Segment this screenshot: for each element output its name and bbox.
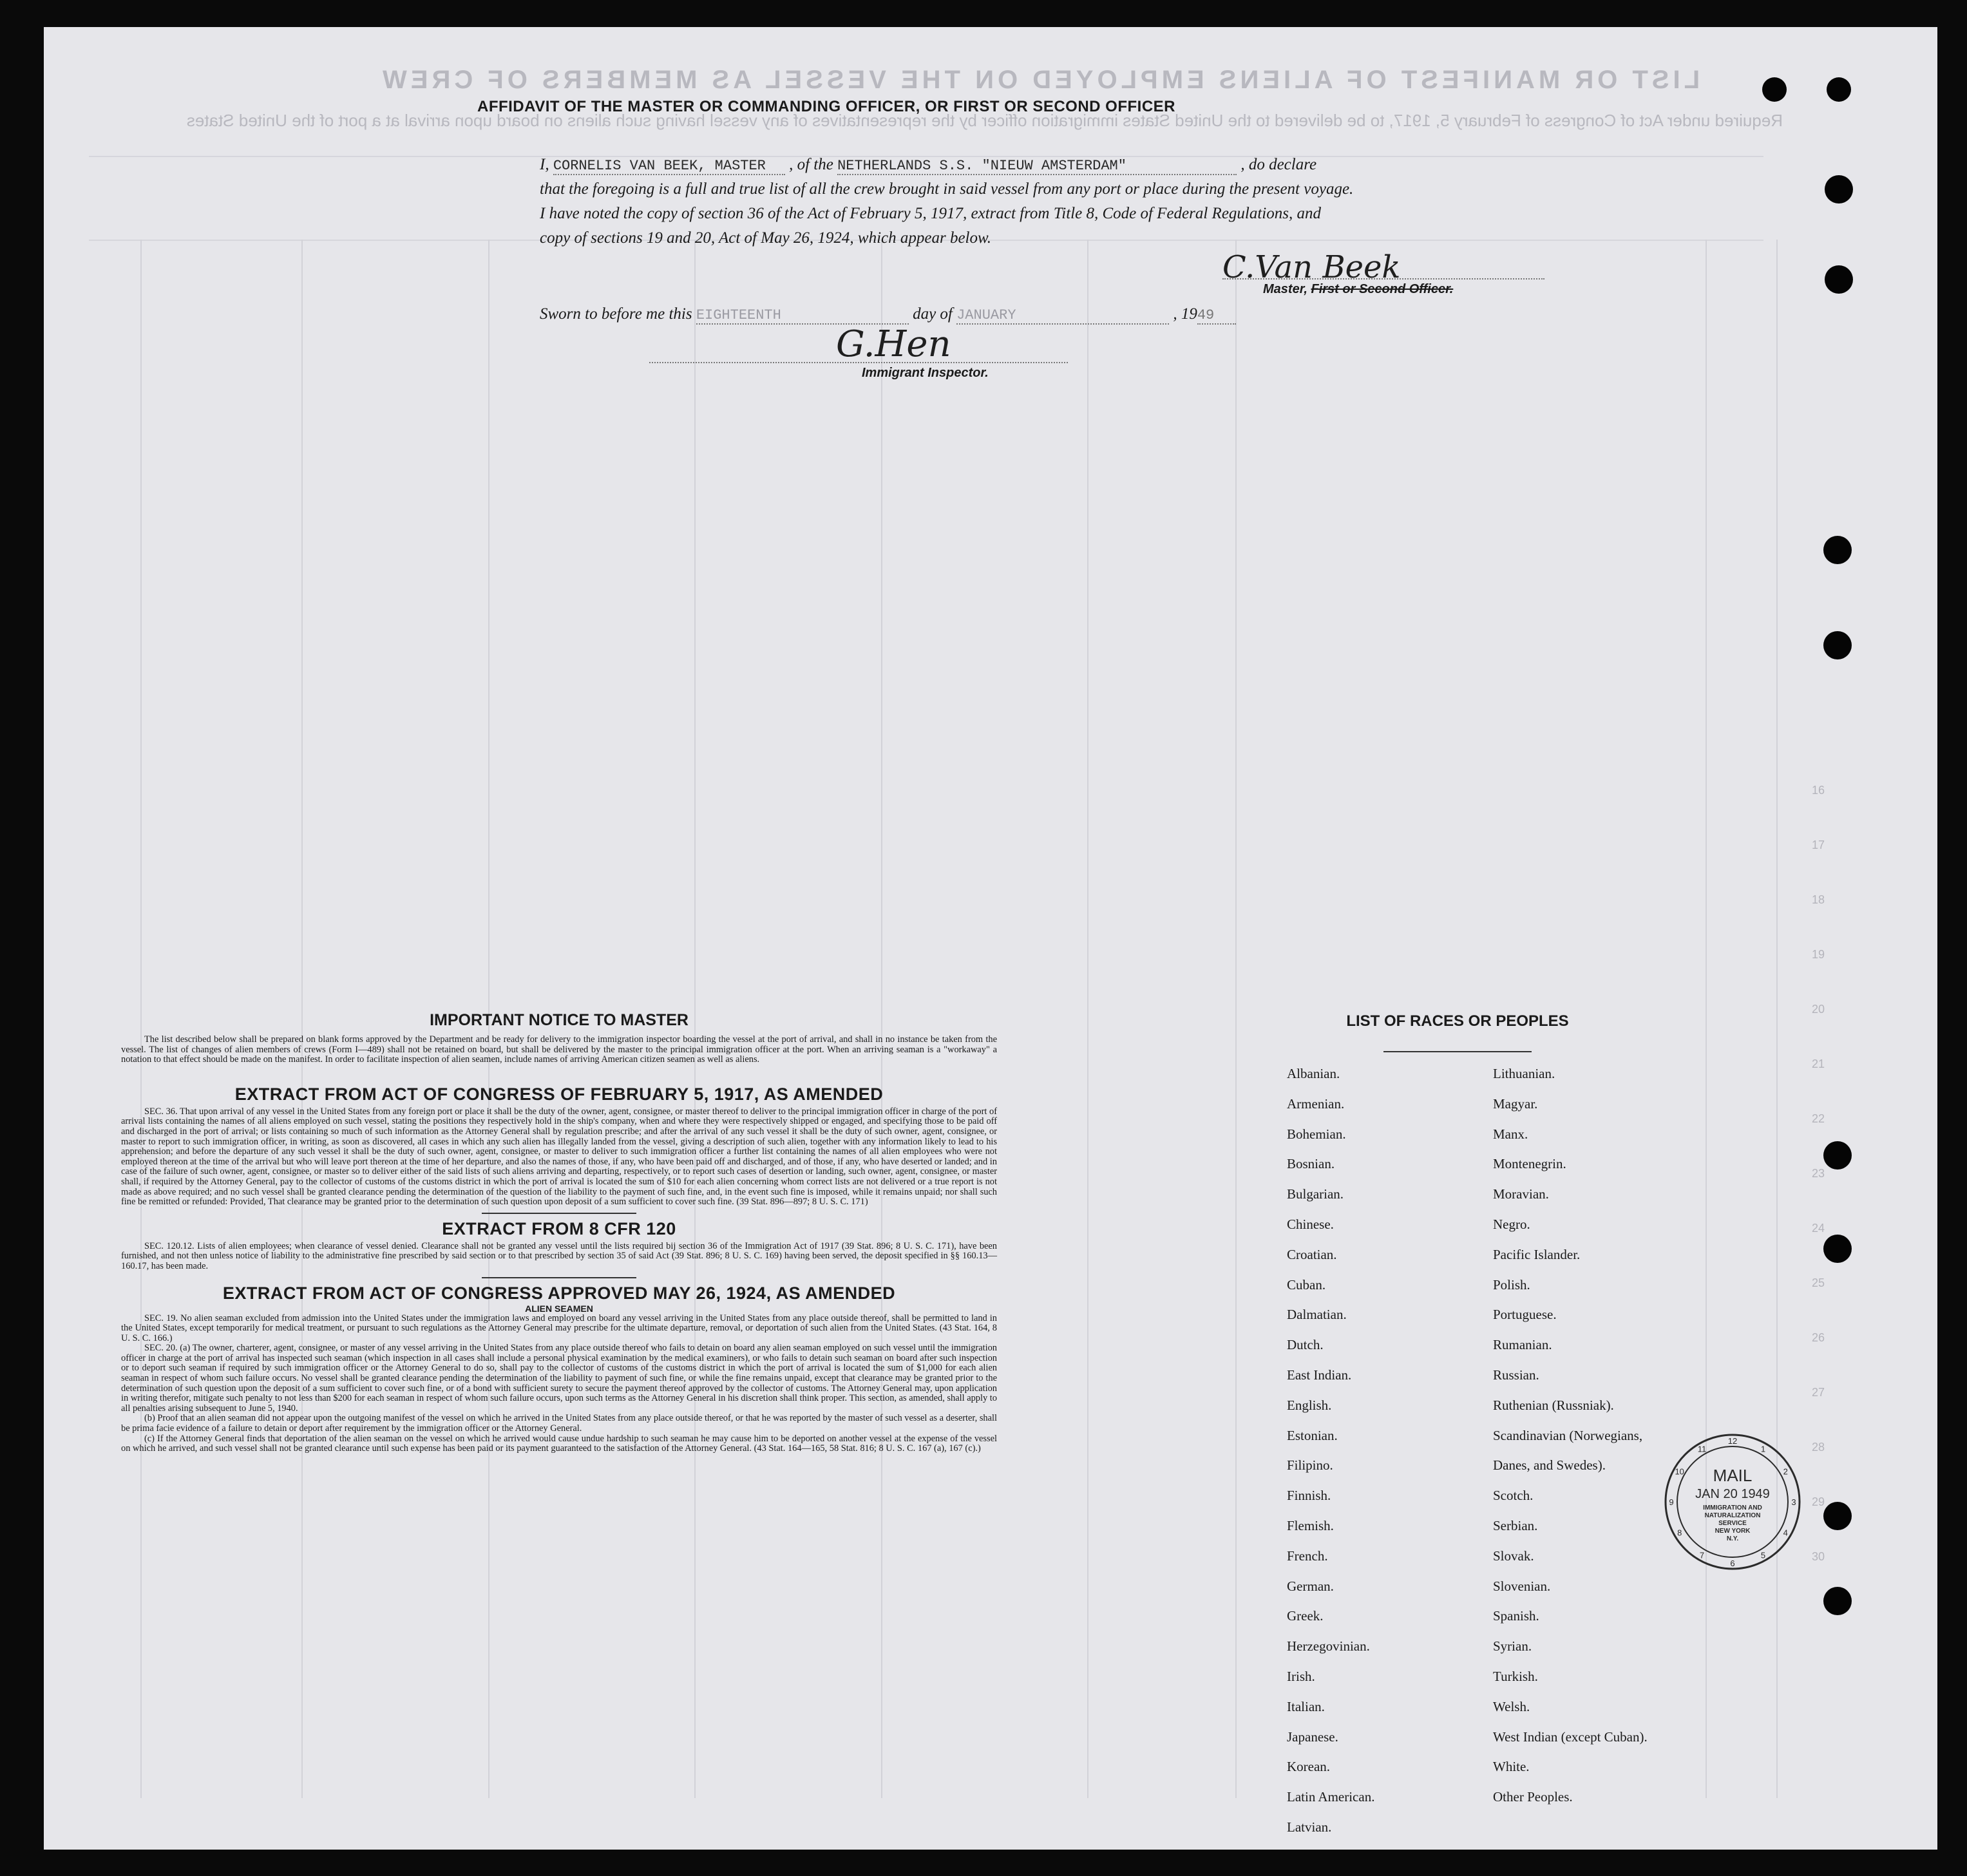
affidavit-suffix: , do declare [1240, 156, 1317, 173]
stamp-agency-1: IMMIGRATION AND [1703, 1504, 1762, 1511]
affidavit-title: AFFIDAVIT OF THE MASTER OR COMMANDING OFFICER, OR FIRST OR SECOND OFFICER [477, 98, 1176, 115]
mail-received-stamp [1662, 1431, 1803, 1573]
sworn-day-field: EIGHTEENTH [696, 307, 909, 325]
race-item: Pacific Islander. [1493, 1246, 1581, 1262]
race-item: Spanish. [1493, 1608, 1539, 1624]
race-item: Magyar. [1493, 1095, 1538, 1112]
affidavit-prefix: I, [540, 156, 549, 173]
race-item: Albanian. [1287, 1066, 1340, 1081]
affidavit-line-1 [540, 156, 1316, 175]
race-item: Herzegovinian. [1287, 1638, 1370, 1654]
sworn-year-field: 49 [1197, 307, 1236, 325]
stamp-mail: MAIL [1713, 1466, 1753, 1485]
extract-1924-sec19: SEC. 19. No alien seaman excluded from admission into the United States under the immigration laws and employed on board any vessel arriving in the United States from any place outside thereof, shall be permitted to land in the United States, except temporarily for medical treatment, or pursuant to such regulations as the Attorney General may prescribe for the ultimate departure, removal, or deportation of such alien from the United States. (43 Stat. 164, 8 U. S. C. 166.) [121, 1312, 997, 1343]
extract-1917-text: SEC. 36. That upon arrival of any vessel in the United States from any foreign port or place it shall be the duty of the owner, agent, consignee, or master thereof to deliver to the principal immigration officer in charge of the port of arrival lists containing the names of all aliens employed on such vessel, stating the positions they respectively hold in the ship's company, when and where they were respectively shipped or engaged, and specifying those to be paid off and discharged in the port of arrival; or lists containing so much of such information as the Attorney General shall by regulation prescribe; and after the arrival of any such vessel it shall be the duty of such owner, agent, consignee, or master to report to such immigration officer, in writing, as soon as discovered, all cases in which any such alien has illegally landed from the vessel, giving a description of such alien, together with any information likely to lead to his apprehension; and before the departure of any such vessel it shall be the duty of such owner, agent, consignee, or master to deliver to such immigration officer a further list containing the names of all alien employees who were not employed thereon at the time of the arrival but who will leave port thereon at the time of her departure, and also the names of those, if any, who have been paid off and discharged, and of those, if any, who have deserted or landed; and in case of the failure of such owner, agent, consignee, or master so to deliver either of the said lists of such aliens arriving and departing, respectively, or to report such cases of desertion or landing, such owner, agent, consignee, or master shall, if required by the Attorney General, pay to the collector of customs of the customs district in which the port of arrival is located the sum of $10 for each alien concerning whom correct lists are not delivered or a true report is not made as above required; and no such vessel shall be granted clearance pending the determination of the question of the liability to the payment of such fine, and, in the event such fine is imposed, while it remains unpaid; nor shall such fine be remitted or refunded: Provided, That clearance may be granted prior to the determination of such question upon deposit of a sum sufficient to cover such fine. (39 Stat. 896—897; 8 U. S. C. 171) [121, 1106, 997, 1208]
section-divider [482, 1277, 636, 1278]
race-item: Croatian. [1287, 1246, 1337, 1262]
faint-row-number: 22 [1812, 1112, 1825, 1125]
punch-hole [1825, 175, 1853, 204]
punch-hole [1823, 631, 1852, 659]
stamp-date: JAN 20 1949 [1695, 1487, 1770, 1501]
extract-1924-title: EXTRACT FROM ACT OF CONGRESS APPROVED MAY 26, 1924, AS AMENDED [222, 1283, 896, 1303]
race-item: French. [1287, 1548, 1328, 1564]
punch-hole [1823, 536, 1852, 564]
stamp-hour-label: 4 [1783, 1528, 1788, 1538]
stamp-hour-label: 12 [1727, 1436, 1738, 1446]
stamp-hour-ring [1669, 1436, 1796, 1568]
race-item: Moravian. [1493, 1186, 1549, 1202]
race-item: Scandinavian (Norwegians, [1493, 1427, 1643, 1443]
faint-row-number: 29 [1812, 1495, 1825, 1508]
stamp-hour-label: 1 [1760, 1444, 1766, 1454]
race-item: Turkish. [1493, 1668, 1538, 1684]
bleed-through-header: LIST OR MANIFEST OF ALIENS EMPLOYED ON THE VESSEL AS MEMBERS OF CREW [379, 66, 1700, 94]
race-item: Other Peoples. [1493, 1789, 1573, 1805]
stamp-agency-3: SERVICE [1718, 1520, 1747, 1527]
stamp-agency-2: NATURALIZATION [1704, 1512, 1761, 1519]
race-item: White. [1493, 1759, 1530, 1775]
race-item: Japanese. [1287, 1729, 1338, 1745]
race-item: Slovak. [1493, 1548, 1534, 1564]
race-item: Latvian. [1287, 1819, 1332, 1835]
faint-row-number: 18 [1812, 893, 1825, 906]
faint-row-number: 23 [1812, 1167, 1825, 1180]
punch-hole [1825, 265, 1853, 294]
stamp-hour-label: 7 [1699, 1550, 1705, 1560]
race-item: Syrian. [1493, 1638, 1532, 1654]
punch-hole [1823, 1587, 1852, 1615]
stamp-hour-label: 6 [1730, 1559, 1735, 1568]
extract-cfr-text: SEC. 120.12. Lists of alien employees; when clearance of vessel denied. Clearance shall not be granted any vessel until the lists required bij section 36 of the Immigration Act of 1917 (39 Stat. 896; 8 U. S. C. 171), have been furnished, and not then unless notice of liability to the administrative fine prescribed by said section or to that prescribed by section 35 of said Act (39 Stat. 896; 8 U. S. C. 169) having been served, the deposit specified in §§ 160.13—160.17, has been made. [121, 1240, 997, 1271]
master-caption [1263, 282, 1453, 297]
inspector-caption: Immigrant Inspector. [862, 366, 989, 380]
notice-to-master [121, 1011, 997, 1454]
races-divider [1383, 1051, 1532, 1052]
race-item: East Indian. [1287, 1367, 1352, 1383]
master-name-field: CORNELIS VAN BEEK, MASTER [553, 158, 785, 175]
race-item: Bosnian. [1287, 1156, 1335, 1172]
faint-column-line [1087, 240, 1088, 1798]
inspector-signature-line [649, 362, 1068, 363]
faint-row-number: 24 [1812, 1222, 1825, 1235]
stamp-hour-label: 10 [1675, 1466, 1684, 1477]
sworn-month-field: JANUARY [956, 307, 1169, 325]
race-item: Dutch. [1287, 1337, 1324, 1353]
race-item: Irish. [1287, 1668, 1315, 1684]
extract-cfr-title: EXTRACT FROM 8 CFR 120 [442, 1218, 676, 1238]
affidavit-line-4: copy of sections 19 and 20, Act of May 26, 1924, which appear below. [540, 229, 992, 247]
stamp-hour-label: 3 [1791, 1497, 1796, 1507]
race-item: Danes, and Swedes). [1493, 1457, 1606, 1473]
race-item: Portuguese. [1493, 1307, 1557, 1323]
races-title: LIST OF RACES OR PEOPLES [1346, 1012, 1569, 1030]
stamp-hour-label: 5 [1760, 1550, 1766, 1560]
faint-row-number: 17 [1812, 839, 1825, 851]
race-item: Italian. [1287, 1698, 1325, 1714]
extract-1924-sec20a: SEC. 20. (a) The owner, charterer, agent, consignee, or master of any vessel arriving in the United States from any place outside thereof who fails to detain on board any alien seaman employed on such vessel until the immigration officer in charge at the port of arrival has inspected such seaman (which inspection in all cases shall include a personal physical examination by the medical examiners), or who fails to detain such seaman on board after such inspection or to deport such seaman if required by such immigration officer or the Attorney General to do so, shall pay to the collector of customs of the customs district in which the port of arrival is located the sum of $1,000 for each alien seaman in respect of whom such failure occurs. No vessel shall be granted clearance pending the determination of the liability to payment of such fine, or while the fine remains unpaid, except that clearance may be granted prior to the determination of such question upon the deposit of a sum sufficient to cover such fine, or of a bond with sufficient surety to secure the payment thereof approved by the collector of customs. The Attorney General may, upon application in writing therefor, mitigate such penalty to not less than $200 for each seaman in respect of whom such failure occurs, upon such terms as the Attorney General in his discretion shall think proper. This section, as amended, shall apply to all penalties arising subsequent to June 5, 1940. [121, 1343, 997, 1414]
race-item: Estonian. [1287, 1427, 1338, 1443]
sworn-prefix: Sworn to before me this [540, 305, 692, 323]
race-item: Bohemian. [1287, 1126, 1346, 1142]
stamp-hour-label: 2 [1783, 1466, 1788, 1477]
race-item: Dalmatian. [1287, 1307, 1347, 1323]
race-item: Ruthenian (Russniak). [1493, 1397, 1614, 1413]
race-item: Negro. [1493, 1216, 1530, 1232]
extract-1924-subtitle: ALIEN SEAMEN [525, 1303, 593, 1314]
race-item: English. [1287, 1397, 1332, 1413]
faint-row-numbers [1812, 784, 1825, 1605]
punch-hole [1827, 77, 1851, 102]
faint-row-number: 26 [1812, 1331, 1825, 1344]
master-caption-struck: First or Second Officer. [1311, 282, 1454, 296]
section-divider [482, 1213, 636, 1214]
bleed-through-subheader: Required under Act of Congress of February 5, 1917, to be delivered to the United States immigration officer by the representatives of any vessel having such aliens on board upon arrival at a port of the United States [186, 111, 1783, 130]
faint-row-number: 30 [1812, 1550, 1825, 1563]
notice-text: The list described below shall be prepared on blank forms approved by the Department and be ready for delivery to the immigration inspector boarding the vessel at the port of arrival, and shall in no instance be taken from the vessel. The list of changes of alien members of crews (Form I—489) shall not be retained on board, but shall be delivered by the master to the principal immigration officer at the port. When an arriving seaman is a "workaway" a notation to that effect should be made on the manifest. In order to facilitate inspection of alien seamen, include names of arriving American citizen seamen as well as aliens. [121, 1034, 997, 1065]
faint-row-number: 16 [1812, 784, 1825, 797]
stamp-hour-label: 8 [1677, 1528, 1682, 1538]
race-item: Russian. [1493, 1367, 1539, 1383]
punch-hole [1823, 1141, 1852, 1170]
faint-row-number: 20 [1812, 1003, 1825, 1016]
races-list-left [1287, 1064, 1374, 1848]
sworn-line [540, 305, 1236, 325]
race-item: Manx. [1493, 1126, 1528, 1142]
affidavit-mid: , of the [789, 156, 833, 173]
races-list-right [1493, 1064, 1648, 1817]
race-item: Finnish. [1287, 1488, 1331, 1504]
race-item: Greek. [1287, 1608, 1324, 1624]
race-item: Chinese. [1287, 1216, 1334, 1232]
faint-column-line [1235, 240, 1237, 1798]
faint-row-number: 21 [1812, 1057, 1825, 1070]
extract-1917-title: EXTRACT FROM ACT OF CONGRESS OF FEBRUARY 5, 1917, AS AMENDED [234, 1084, 884, 1104]
faint-row-number: 25 [1812, 1276, 1825, 1289]
sworn-day-of: day of [913, 305, 953, 323]
race-item: Polish. [1493, 1276, 1530, 1293]
extract-1924-sec20c: (c) If the Attorney General finds that deportation of the alien seaman on the vessel on which he arrived would cause undue hardship to such seaman he may cause him to be deported on another vessel at the expense of the vessel on which he arrived, and such vessel shall not be granted clearance until such expense has been paid or its payment guaranteed to the satisfaction of the Attorney General. (43 Stat. 164—165, 58 Stat. 816; 8 U. S. C. 167 (a), 167 (c).) [121, 1433, 997, 1454]
affidavit-line-3: I have noted the copy of section 36 of the Act of February 5, 1917, extract from Title 8, Code of Federal Regulations, and [540, 205, 1321, 222]
race-item: Welsh. [1493, 1698, 1530, 1714]
race-item: Latin American. [1287, 1789, 1375, 1805]
race-item: Bulgarian. [1287, 1186, 1344, 1202]
race-item: German. [1287, 1578, 1334, 1594]
punch-hole [1823, 1235, 1852, 1263]
stamp-city: NEW YORK [1715, 1528, 1751, 1535]
extract-1924-sec20b: (b) Proof that an alien seaman did not appear upon the outgoing manifest of the vessel on which he arrived in the United States from any place outside thereof, or that he was reported by the master of such vessel as a deserter, shall be prima facie evidence of a failure to detain or deport after requirement by the immigration officer or the Attorney General. [121, 1413, 997, 1434]
affidavit-line-2: that the foregoing is a full and true list of all the crew brought in said vessel from any port or place during the present voyage. [540, 180, 1354, 198]
race-item: Armenian. [1287, 1095, 1345, 1112]
race-item: Montenegrin. [1493, 1156, 1566, 1172]
document-page [44, 27, 1937, 1850]
faint-row-number: 27 [1812, 1386, 1825, 1399]
sworn-year-printed: , 19 [1173, 305, 1197, 323]
race-item: Serbian. [1493, 1517, 1538, 1533]
punch-hole [1823, 1502, 1852, 1530]
race-item: Lithuanian. [1493, 1066, 1555, 1081]
faint-row-number: 28 [1812, 1441, 1825, 1454]
stamp-hour-label: 9 [1669, 1497, 1674, 1507]
stamp-state: N.Y. [1726, 1535, 1739, 1542]
race-item: Scotch. [1493, 1488, 1534, 1504]
race-item: Filipino. [1287, 1457, 1333, 1473]
master-signature: C.Van Beek [1222, 249, 1401, 285]
race-item: Flemish. [1287, 1517, 1334, 1533]
vessel-field: NETHERLANDS S.S. "NIEUW AMSTERDAM" [837, 158, 1237, 175]
race-item: West Indian (except Cuban). [1493, 1729, 1648, 1745]
race-item: Slovenian. [1493, 1578, 1551, 1594]
race-item: Rumanian. [1493, 1337, 1552, 1353]
stamp-hour-label: 11 [1697, 1444, 1707, 1454]
faint-row-number: 19 [1812, 948, 1825, 961]
race-item: Cuban. [1287, 1276, 1326, 1293]
notice-title: IMPORTANT NOTICE TO MASTER [430, 1011, 689, 1029]
punch-hole [1762, 77, 1787, 102]
race-item: Korean. [1287, 1759, 1331, 1775]
inspector-signature: G.Hen [836, 323, 951, 365]
master-caption-master: Master, [1263, 282, 1307, 296]
